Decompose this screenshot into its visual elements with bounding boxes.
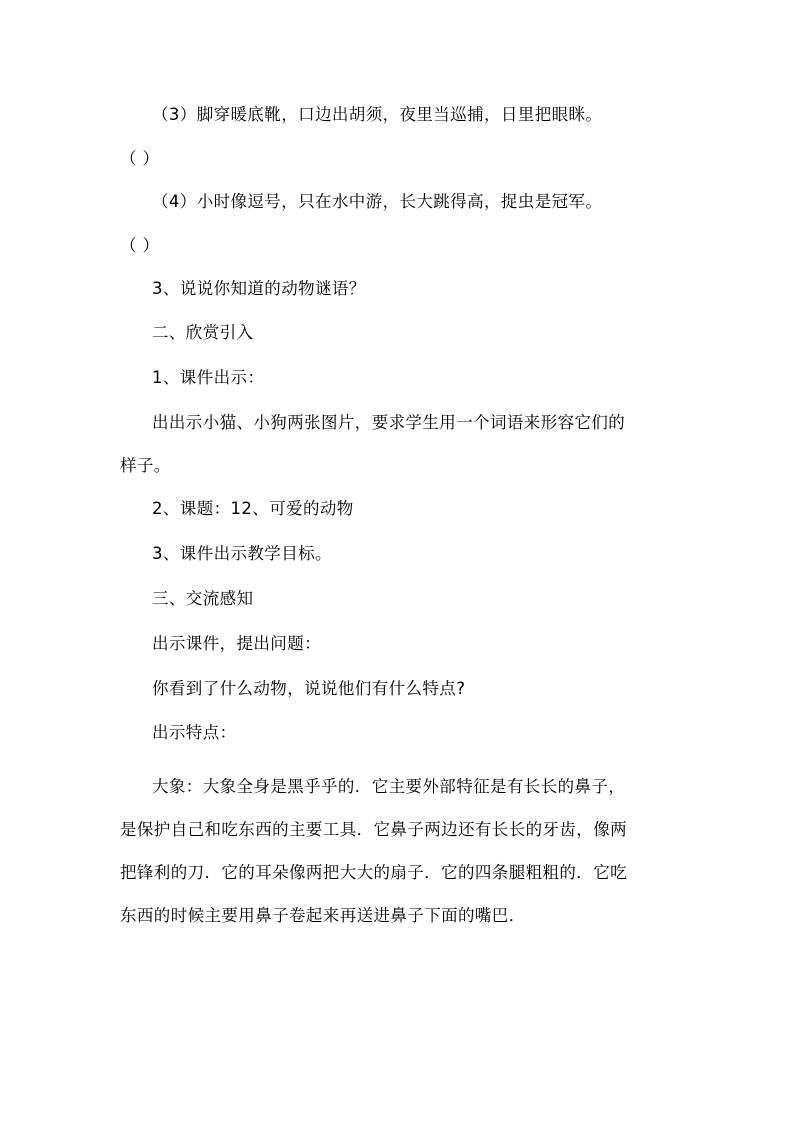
step-2-topic: 2、课题：12、可爱的动物 [152, 499, 354, 518]
elephant-paragraph-line: 把锋利的刀．它的耳朵像两把大大的扇子．它的四条腿粗粗的．它吃 [120, 863, 627, 882]
elephant-paragraph-line: 大象：大象全身是黑乎乎的．它主要外部特征是有长长的鼻子， [152, 777, 626, 796]
section-heading-2: 二、欣赏引入 [152, 323, 254, 342]
paragraph-line: 出出示小猫、小狗两张图片，要求学生用一个词语来形容它们的 [152, 413, 626, 432]
riddle-3-text: （3）脚穿暖底靴，口边出胡须，夜里当巡捕，日里把眼眯。 [152, 105, 603, 124]
paragraph-line: 出示特点： [152, 723, 237, 742]
paragraph-line: 你看到了什么动物，说说他们有什么特点? [152, 679, 466, 698]
paragraph-line: 出示课件，提出问题： [152, 634, 321, 653]
paragraph-line: 样子。 [120, 456, 171, 475]
riddle-3-answer-blank: （ ） [120, 149, 160, 168]
elephant-paragraph-line: 东西的时候主要用鼻子卷起来再送进鼻子下面的嘴巴． [120, 906, 526, 925]
section-heading-3: 三、交流感知 [152, 589, 254, 608]
step-3-objectives: 3、课件出示教学目标。 [152, 544, 332, 563]
riddle-4-answer-blank: （ ） [120, 236, 160, 255]
step-3-riddles: 3、说说你知道的动物谜语？ [152, 279, 366, 298]
riddle-4-text: （4）小时像逗号，只在水中游，长大跳得高，捉虫是冠军。 [152, 192, 603, 211]
elephant-paragraph-line: 是保护自己和吃东西的主要工具．它鼻子两边还有长长的牙齿，像两 [120, 820, 627, 839]
step-1-courseware: 1、课件出示： [152, 368, 265, 387]
